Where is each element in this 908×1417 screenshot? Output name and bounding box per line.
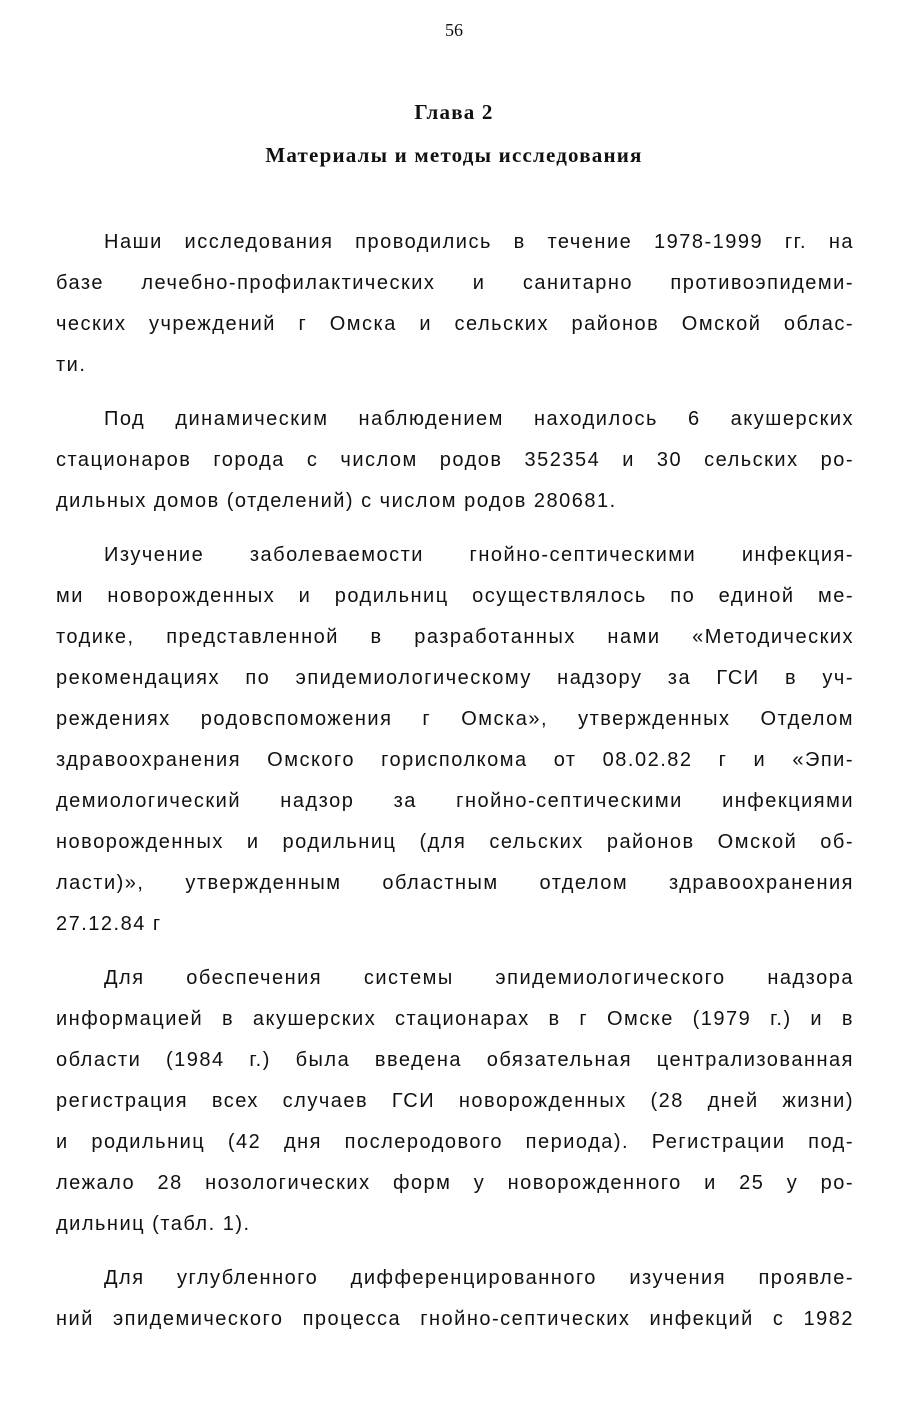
text-line: ми новорожденных и родильниц осуществлялось по единой ме- (56, 585, 854, 607)
text-line: ласти)», утвержденным областным отделом здравоохранения (56, 872, 854, 894)
text-line: Наши исследования проводились в течение 1978-1999 гг. на (104, 231, 854, 253)
text-line: ти. (56, 354, 87, 376)
paragraph-3 (56, 535, 854, 945)
text-line: Изучение заболеваемости гнойно-септическими инфекция- (104, 544, 854, 566)
text-line: тодике, представленной в разработанных нами «Методических (56, 626, 854, 648)
text-line: 27.12.84 г (56, 913, 162, 935)
paragraph-4 (56, 958, 854, 1245)
text-line: регистрация всех случаев ГСИ новорожденных (28 дней жизни) (56, 1090, 854, 1112)
text-line: базе лечебно-профилактических и санитарно противоэпидеми- (56, 272, 854, 294)
text-line: дильных домов (отделений) с числом родов 280681. (56, 490, 617, 512)
chapter-title: Материалы и методы исследования (265, 143, 643, 167)
text-line: реждениях родовспоможения г Омска», утвержденных Отделом (56, 708, 854, 730)
text-line: новорожденных и родильниц (для сельских районов Омской об- (56, 831, 854, 853)
text-line: ний эпидемического процесса гнойно-септических инфекций с 1982 (56, 1308, 854, 1330)
text-line: Для обеспечения системы эпидемиологического надзора (104, 967, 854, 989)
text-line: стационаров города с числом родов 352354 и 30 сельских ро- (56, 449, 854, 471)
text-line: и родильниц (42 дня послеродового периода). Регистрации под- (56, 1131, 854, 1153)
paragraph-5 (56, 1258, 854, 1340)
text-line: лежало 28 нозологических форм у новорожденного и 25 у ро- (56, 1172, 854, 1194)
text-line: здравоохранения Омского горисполкома от 08.02.82 г и «Эпи- (56, 749, 854, 771)
text-line: дильниц (табл. 1). (56, 1213, 251, 1235)
text-line: области (1984 г.) была введена обязательная централизованная (56, 1049, 854, 1071)
text-line: ческих учреждений г Омска и сельских районов Омской облас- (56, 313, 854, 335)
chapter-heading: Глава 2 (414, 100, 494, 124)
body-text (56, 222, 854, 1353)
text-line: демиологический надзор за гнойно-септическими инфекциями (56, 790, 854, 812)
text-line: рекомендациях по эпидемиологическому надзору за ГСИ в уч- (56, 667, 854, 689)
text-line: Для углубленного дифференцированного изучения проявле- (104, 1267, 854, 1289)
page-number: 56 (445, 20, 463, 40)
text-line: информацией в акушерских стационарах в г Омске (1979 г.) и в (56, 1008, 854, 1030)
paragraph-2 (56, 399, 854, 522)
paragraph-1 (56, 222, 854, 386)
text-line: Под динамическим наблюдением находилось 6 акушерских (104, 408, 854, 430)
